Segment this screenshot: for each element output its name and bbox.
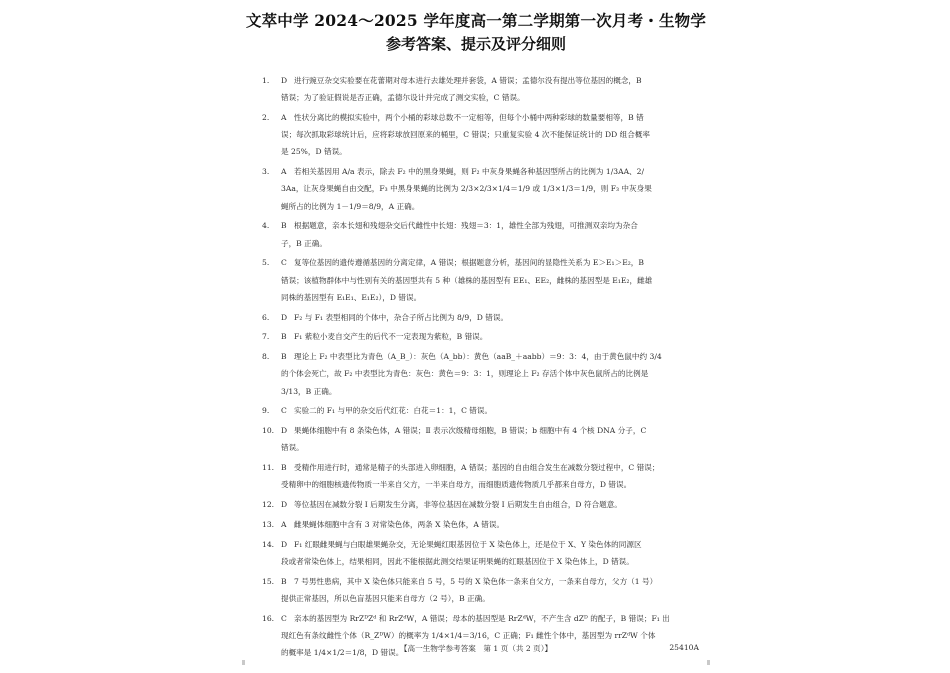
explanation-text [281, 163, 702, 215]
explanation-line: 错误；该植物群体中与性别有关的基因型共有 5 种（雄株的基因型有 EE₁、EE₂，雌株的基因型是 E₁E₂，雌雄 [281, 275, 653, 285]
explanation-text [281, 72, 702, 106]
answer-letter: B [281, 221, 287, 231]
explanation-text [281, 109, 702, 161]
explanation-line: 子，B 正确。 [281, 238, 327, 248]
explanation-line: 复等位基因的遗传遵循基因的分离定律，A 错误；根据题意分析，基因间的显隐性关系为 E＞E₁＞E₂，B [294, 258, 644, 268]
answer-letter: D [281, 500, 288, 510]
explanation-line: F₁ 紫粒小麦自交产生的后代不一定表现为紫粒，B 错误。 [294, 332, 488, 342]
answer-letter: D [281, 539, 288, 549]
explanation-text [294, 309, 702, 326]
explanation-line: 错误；为了验证假说是否正确，孟德尔设计并完成了测交实验，C 错误。 [281, 93, 525, 103]
explanation-line: 根据题意，亲本长翅和残翅杂交后代雌性中长翅：残翅＝3：1，雄性全部为残翅，可推测双亲均为杂合 [294, 221, 638, 231]
explanation-line: 误；每次抓取彩球统计后，应将彩球放回原来的桶里，C 错误；只重复实验 4 次不能保证统计的 DD 组合概率 [281, 130, 651, 140]
question-number: 15. [262, 576, 275, 586]
answer-item [262, 496, 702, 513]
explanation-line: 实验二的 F₁ 与甲的杂交后代红花：白花＝1：1，C 错误。 [294, 406, 493, 416]
answer-item [262, 328, 702, 345]
explanation-line: 受精作用进行时，通常是精子的头部进入卵细胞，A 错误；基因的自由组合发生在减数分裂过程中，C 错误； [294, 463, 660, 473]
answer-item [262, 163, 702, 215]
answer-letter: B [281, 352, 287, 362]
explanation-line: 性状分离比的模拟实验中，两个小桶的彩球总数不一定相等，但每个小桶中两种彩球的数量要相等，B 错 [294, 113, 644, 122]
answer-letter: D [281, 426, 288, 436]
answer-item [262, 254, 702, 306]
answer-item [262, 309, 702, 326]
explanation-line: 果蝇体细胞中有 8 条染色体，A 错误；Ⅱ 表示次级精母细胞，B 错误；b 细胞中有 4 个核 DNA 分子，C [294, 426, 647, 436]
question-number: 10. [262, 426, 275, 436]
explanation-line: 3/13，B 正确。 [281, 386, 337, 396]
answer-item [262, 109, 702, 161]
explanation-line: 雌果蝇体细胞中含有 3 对常染色体，两条 X 染色体，A 错误。 [294, 520, 505, 529]
explanation-text [294, 328, 702, 345]
explanation-line: 错误。 [281, 443, 304, 453]
explanation-text [281, 348, 702, 400]
explanation-line: 的概率是 1/4×1/2＝1/8，D 错误。 [281, 648, 404, 658]
answer-letter: D [281, 312, 288, 322]
explanation-text [294, 516, 702, 533]
explanation-line: 3Aa，让灰身果蝇自由交配，F₃ 中黑身果蝇的比例为 2/3×2/3×1/4＝1/9 或 1/3×1/3＝1/9，则 F₃ 中灰身果 [281, 184, 652, 194]
explanation-text [281, 422, 702, 456]
explanation-line: 理论上 F₂ 中表型比为青色（A_B_）：灰色（A_bb）：黄色（aaB_＋aabb）＝9：3：4，由于黄色鼠中约 3/4 [294, 352, 662, 362]
explanation-line: 同株的基因型有 E₁E₁、E₁E₂），D 错误。 [281, 292, 422, 302]
answer-item [262, 217, 702, 251]
question-number: 4. [262, 221, 270, 231]
answer-list [262, 72, 702, 664]
answer-item [262, 348, 702, 400]
question-number: 6. [262, 312, 270, 322]
explanation-text [281, 254, 702, 306]
question-number: 9. [262, 406, 270, 416]
answer-letter: A [281, 520, 287, 529]
question-number: 2. [262, 113, 270, 122]
explanation-text [281, 536, 702, 570]
answer-letter: C [281, 613, 287, 623]
explanation-line: F₂ 与 F₁ 表型相同的个体中，杂合子所占比例为 8/9，D 错误。 [294, 312, 509, 322]
question-number: 7. [262, 332, 270, 342]
explanation-line: 等位基因在减数分裂 Ⅰ 后期发生分离，非等位基因在减数分裂 Ⅰ 后期发生自由组合，D 符合题意。 [294, 500, 622, 510]
answer-item [262, 459, 702, 493]
explanation-line: 是 25%，D 错误。 [281, 147, 347, 157]
answer-item [262, 72, 702, 106]
answer-item [262, 516, 702, 533]
answer-letter: B [281, 332, 287, 342]
explanation-line: 若相关基因用 A/a 表示，除去 F₂ 中的黑身果蝇，则 F₂ 中灰身果蝇各种基因型所占的比例为 1/3AA、2/ [294, 167, 645, 177]
answer-letter: C [281, 258, 287, 268]
explanation-text [281, 573, 702, 607]
question-number: 3. [262, 167, 270, 177]
answer-letter: C [281, 406, 287, 416]
explanation-line: 蝇所占的比例为 1－1/9＝8/9，A 正确。 [281, 201, 420, 211]
answer-item [262, 536, 702, 570]
question-number: 16. [262, 613, 275, 623]
question-number: 12. [262, 500, 275, 510]
answer-letter: B [281, 463, 287, 473]
question-number: 11. [262, 463, 275, 473]
explanation-line: 提供正常基因，所以色盲基因只能来自母方（2 号），B 正确。 [281, 594, 490, 603]
document-page [245, 0, 707, 665]
explanation-line: 的个体会死亡，故 F₂ 中表型比为青色：灰色：黄色＝9：3：1，则理论上 F₂ 存活个体中灰色鼠所占的比例是 [281, 369, 649, 379]
page-footer [245, 643, 707, 657]
explanation-line: 7 号男性患病，其中 X 染色体只能来自 5 号，5 号的 X 染色体一条来自父方，一条来自母方，父方（1 号） [294, 576, 658, 586]
explanation-text [281, 217, 702, 251]
answer-letter: A [281, 167, 287, 177]
question-number: 1. [262, 76, 270, 85]
answer-letter: D [281, 76, 288, 85]
explanation-line: F₁ 红眼雌果蝇与白眼雄果蝇杂交，无论果蝇红眼基因位于 X 染色体上，还是位于 X、Y 染色体的同源区 [294, 539, 642, 549]
answer-letter: A [281, 113, 287, 122]
document-title: 文萃中学 2024～2025 学年度高一第二学期第一次月考・生物学 [245, 11, 707, 30]
answer-item [262, 402, 702, 419]
answer-item [262, 422, 702, 456]
document-subtitle: 参考答案、提示及评分细则 [385, 35, 566, 53]
footer-code: 25410A [669, 643, 699, 652]
question-number: 5. [262, 258, 270, 268]
explanation-text [294, 402, 702, 419]
explanation-line: 亲本的基因型为 RrZᴰZᵈ 和 RrZᵈW，A 错误；母本的基因型是 RrZᵈW，不产生含 dZᴰ 的配子，B 错误；F₁ 出 [294, 613, 670, 623]
explanation-text [294, 496, 702, 513]
question-number: 13. [262, 520, 275, 529]
explanation-line: 进行豌豆杂交实验要在花蕾期对母本进行去雄处理并套袋，A 错误；孟德尔没有提出等位基因的概念，B [294, 76, 642, 85]
answer-item [262, 573, 702, 607]
answer-letter: B [281, 576, 287, 586]
footer-page-label: 【高一生物学参考答案 第 1 页（共 2 页）】 [399, 644, 553, 653]
explanation-line: 段或者常染色体上，结果相同，因此不能根据此测交结果证明果蝇的红眼基因位于 X 染色体上，D 错误。 [281, 557, 634, 566]
question-number: 14. [262, 539, 275, 549]
explanation-text [281, 459, 702, 493]
question-number: 8. [262, 352, 270, 362]
explanation-line: 现红色有条纹雌性个体（R_ZᴰW）的概率为 1/4×1/4＝3/16，C 正确；F₁ 雌性个体中，基因型为 rrZᵈW 个体 [281, 631, 656, 640]
explanation-line: 受精卵中的细胞核遗传物质一半来自父方，一半来自母方，而细胞质遗传物质几乎都来自母方，D 错误。 [281, 480, 632, 490]
